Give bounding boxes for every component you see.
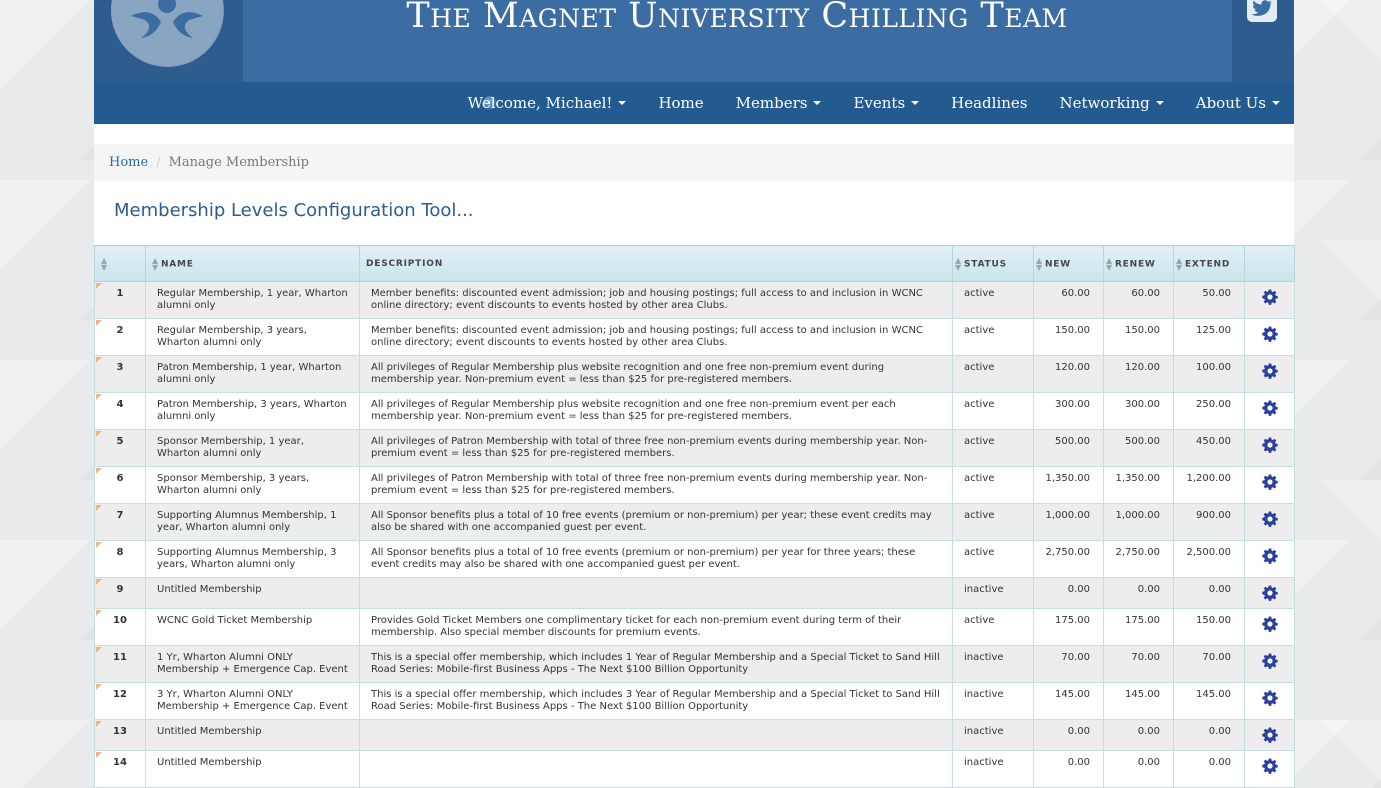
price-new: 120.00 [1034, 356, 1104, 393]
membership-description: All privileges of Patron Membership with total of three free non-premium events during membership year. Non-premium event = less than $25 for pre-registered members. [360, 430, 953, 467]
membership-status: inactive [953, 578, 1034, 609]
membership-name: Patron Membership, 3 years, Wharton alumni only [146, 393, 360, 430]
site-title: The Magnet University Chilling Team [406, 0, 1068, 36]
membership-name: Untitled Membership [146, 720, 360, 751]
membership-description: Member benefits: discounted event admission; job and housing postings; full access to and inclusion in WCNC online directory; event discounts to events hosted by other area Clubs. [360, 282, 953, 319]
main-panel [94, 124, 1294, 768]
column-header-renew-label: RENEW [1114, 259, 1156, 269]
price-extend: 1,200.00 [1174, 467, 1245, 504]
table-row [95, 504, 1295, 541]
membership-description: Provides Gold Ticket Members one complimentary ticket for each non-premium event during term of their membership. Also special member discounts for premium events. [360, 609, 953, 646]
membership-status: active [953, 541, 1034, 578]
gear-icon[interactable] [1262, 616, 1278, 632]
column-header-new[interactable] [1034, 246, 1104, 282]
table-row [95, 430, 1295, 467]
site-header [94, 0, 1294, 82]
membership-name: WCNC Gold Ticket Membership [146, 609, 360, 646]
gear-icon[interactable] [1262, 585, 1278, 601]
price-renew: 150.00 [1104, 319, 1174, 356]
price-extend: 145.00 [1174, 683, 1245, 720]
nav-members[interactable] [736, 94, 822, 112]
membership-status: active [953, 393, 1034, 430]
chevron-down-icon [813, 101, 821, 105]
price-renew: 120.00 [1104, 356, 1174, 393]
table-row [95, 393, 1295, 430]
price-renew: 145.00 [1104, 683, 1174, 720]
row-actions [1245, 646, 1295, 683]
gear-icon[interactable] [1262, 326, 1278, 342]
main-nav [94, 82, 1294, 124]
gear-icon[interactable] [1262, 548, 1278, 564]
membership-status: active [953, 504, 1034, 541]
membership-name: 1 Yr, Wharton Alumni ONLY Membership + Emergence Cap. Event [146, 646, 360, 683]
gear-icon[interactable] [1262, 727, 1278, 743]
price-new: 150.00 [1034, 319, 1104, 356]
gear-icon[interactable] [1262, 690, 1278, 706]
membership-name: Sponsor Membership, 3 years, Wharton alumni only [146, 467, 360, 504]
table-row [95, 356, 1295, 393]
membership-description: All privileges of Regular Membership plus website recognition and one free non-premium event per each membership year. Non-premium event = less than $25 for pre-registered members. [360, 393, 953, 430]
chevron-down-icon [618, 101, 626, 105]
breadcrumb [94, 144, 1294, 181]
gear-icon[interactable] [1262, 289, 1278, 305]
column-header-renew[interactable] [1104, 246, 1174, 282]
price-extend: 0.00 [1174, 751, 1245, 788]
price-new: 0.00 [1034, 578, 1104, 609]
price-extend: 70.00 [1174, 646, 1245, 683]
table-row [95, 282, 1295, 319]
membership-description: Member benefits: discounted event admission; job and housing postings; full access to and inclusion in WCNC online directory; event discounts to events hosted by other area Clubs. [360, 319, 953, 356]
membership-description: All Sponsor benefits plus a total of 10 free events (premium or non-premium) per year for three years; these event credits may also be shared with one accompanied guest per event. [360, 541, 953, 578]
chevron-down-icon [1272, 101, 1280, 105]
row-actions [1245, 578, 1295, 609]
gear-icon[interactable] [1262, 474, 1278, 490]
membership-description [360, 720, 953, 751]
price-renew: 2,750.00 [1104, 541, 1174, 578]
sort-icon: ▲ ▼ [152, 255, 159, 272]
nav-members-label: Members [735, 94, 808, 112]
nav-events[interactable] [853, 94, 919, 112]
nav-welcome-label: Welcome, Michael! [467, 94, 613, 112]
price-renew: 60.00 [1104, 282, 1174, 319]
price-renew: 500.00 [1104, 430, 1174, 467]
price-new: 175.00 [1034, 609, 1104, 646]
gear-icon[interactable] [1262, 511, 1278, 527]
table-body [95, 282, 1295, 788]
price-extend: 100.00 [1174, 356, 1245, 393]
row-number: 6 [95, 467, 146, 504]
row-number: 10 [95, 609, 146, 646]
table-row [95, 646, 1295, 683]
membership-name: Patron Membership, 1 year, Wharton alumni only [146, 356, 360, 393]
price-renew: 70.00 [1104, 646, 1174, 683]
price-new: 0.00 [1034, 751, 1104, 788]
price-new: 0.00 [1034, 720, 1104, 751]
nav-headlines-label: Headlines [951, 94, 1028, 112]
table-row [95, 609, 1295, 646]
row-actions [1245, 609, 1295, 646]
membership-description: All privileges of Patron Membership with total of three free non-premium events during membership year. Non-premium event = less than $25 for pre-registered members. [360, 467, 953, 504]
membership-name: Untitled Membership [146, 751, 360, 788]
nav-home-label: Home [658, 94, 704, 112]
membership-description [360, 751, 953, 788]
row-number: 9 [95, 578, 146, 609]
membership-status: inactive [953, 683, 1034, 720]
row-actions [1245, 751, 1295, 788]
membership-description: All Sponsor benefits plus a total of 10 free events (premium or non-premium) per year; these event credits may also be shared with one accompanied guest per event. [360, 504, 953, 541]
price-new: 300.00 [1034, 393, 1104, 430]
row-actions [1245, 319, 1295, 356]
price-extend: 2,500.00 [1174, 541, 1245, 578]
table-row [95, 541, 1295, 578]
nav-networking[interactable] [1060, 94, 1164, 112]
membership-status: inactive [953, 720, 1034, 751]
column-header-actions [1245, 246, 1295, 282]
gear-icon[interactable] [1262, 400, 1278, 416]
table-row [95, 683, 1295, 720]
table-row [95, 578, 1295, 609]
column-header-description-label: DESCRIPTION [366, 258, 444, 269]
row-number: 11 [95, 646, 146, 683]
membership-name: Regular Membership, 1 year, Wharton alumni only [146, 282, 360, 319]
column-header-index[interactable] [95, 246, 146, 282]
row-number: 1 [95, 282, 146, 319]
twitter-link[interactable] [1232, 0, 1294, 82]
nav-networking-label: Networking [1059, 94, 1150, 112]
price-new: 2,750.00 [1034, 541, 1104, 578]
column-header-description [360, 246, 953, 282]
membership-status: active [953, 319, 1034, 356]
price-extend: 125.00 [1174, 319, 1245, 356]
price-new: 145.00 [1034, 683, 1104, 720]
sort-icon: ▲ ▼ [1176, 255, 1183, 272]
membership-name: Supporting Alumnus Membership, 3 years, Wharton alumni only [146, 541, 360, 578]
price-extend: 50.00 [1174, 282, 1245, 319]
price-extend: 450.00 [1174, 430, 1245, 467]
logo-icon [111, 0, 224, 67]
table-row [95, 319, 1295, 356]
column-header-extend-label: EXTEND [1184, 259, 1231, 269]
row-number: 5 [95, 430, 146, 467]
row-actions [1245, 720, 1295, 751]
row-actions [1245, 467, 1295, 504]
page-title: Membership Levels Configuration Tool... [114, 200, 474, 221]
row-actions [1245, 282, 1295, 319]
nav-headlines[interactable] [951, 94, 1027, 112]
membership-description: This is a special offer membership, which includes 3 Year of Regular Membership and a Special Ticket to Sand Hill Road Series: Mobile-first Business Apps - The Next $100 Billion Opportunity [360, 683, 953, 720]
membership-name: Regular Membership, 3 years, Wharton alumni only [146, 319, 360, 356]
price-extend: 0.00 [1174, 720, 1245, 751]
nav-items [436, 82, 1280, 124]
price-renew: 1,350.00 [1104, 467, 1174, 504]
column-header-new-label: NEW [1044, 259, 1071, 269]
price-renew: 175.00 [1104, 609, 1174, 646]
price-renew: 0.00 [1104, 751, 1174, 788]
row-number: 3 [95, 356, 146, 393]
chevron-down-icon [911, 101, 919, 105]
row-number: 8 [95, 541, 146, 578]
gear-icon[interactable] [1262, 437, 1278, 453]
column-header-name[interactable] [146, 246, 360, 282]
price-new: 1,350.00 [1034, 467, 1104, 504]
nav-home[interactable] [658, 94, 703, 112]
column-header-name-label: NAME [160, 259, 194, 269]
row-actions [1245, 683, 1295, 720]
breadcrumb-home-link[interactable]: Home [109, 155, 149, 170]
sort-icon: ▲ ▼ [955, 255, 962, 272]
price-renew: 0.00 [1104, 720, 1174, 751]
price-renew: 1,000.00 [1104, 504, 1174, 541]
row-actions [1245, 504, 1295, 541]
membership-name: Supporting Alumnus Membership, 1 year, Wharton alumni only [146, 504, 360, 541]
table-row [95, 720, 1295, 751]
membership-description: All privileges of Regular Membership plus website recognition and one free non-premium event during membership year. Non-premium event = less than $25 for pre-registered members. [360, 356, 953, 393]
membership-name: 3 Yr, Wharton Alumni ONLY Membership + Emergence Cap. Event [146, 683, 360, 720]
row-actions [1245, 356, 1295, 393]
price-new: 60.00 [1034, 282, 1104, 319]
membership-description [360, 578, 953, 609]
row-actions [1245, 430, 1295, 467]
row-actions [1245, 393, 1295, 430]
nav-events-label: Events [853, 94, 906, 112]
table-header-row [95, 246, 1295, 282]
gear-icon[interactable] [1262, 758, 1278, 774]
price-extend: 900.00 [1174, 504, 1245, 541]
column-header-extend[interactable] [1174, 246, 1245, 282]
nav-about-label: About Us [1195, 94, 1266, 112]
membership-status: active [953, 609, 1034, 646]
price-extend: 250.00 [1174, 393, 1245, 430]
logo[interactable] [94, 0, 243, 82]
row-number: 14 [95, 751, 146, 788]
page-container [94, 0, 1294, 768]
sort-icon: ▲ ▼ [1106, 255, 1113, 272]
price-new: 1,000.00 [1034, 504, 1104, 541]
column-header-status[interactable] [953, 246, 1034, 282]
breadcrumb-current: Manage Membership [168, 155, 309, 170]
membership-status: active [953, 356, 1034, 393]
price-new: 500.00 [1034, 430, 1104, 467]
price-renew: 0.00 [1104, 578, 1174, 609]
row-number: 12 [95, 683, 146, 720]
membership-description: This is a special offer membership, which includes 1 Year of Regular Membership and a Special Ticket to Sand Hill Road Series: Mobile-first Business Apps - The Next $100 Billion Opportunity [360, 646, 953, 683]
membership-status: inactive [953, 751, 1034, 788]
membership-status: active [953, 430, 1034, 467]
gear-icon[interactable] [1262, 653, 1278, 669]
row-number: 2 [95, 319, 146, 356]
nav-about-us[interactable] [1196, 94, 1280, 112]
price-renew: 300.00 [1104, 393, 1174, 430]
breadcrumb-separator: / [156, 155, 161, 170]
table-row [95, 467, 1295, 504]
sort-icon: ▲ ▼ [101, 255, 108, 272]
column-header-status-label: STATUS [963, 259, 1007, 269]
membership-levels-table [94, 245, 1295, 788]
membership-name: Untitled Membership [146, 578, 360, 609]
row-number: 7 [95, 504, 146, 541]
row-number: 13 [95, 720, 146, 751]
membership-status: active [953, 282, 1034, 319]
row-actions [1245, 541, 1295, 578]
nav-welcome-menu[interactable] [468, 94, 627, 112]
membership-status: inactive [953, 646, 1034, 683]
row-number: 4 [95, 393, 146, 430]
price-extend: 0.00 [1174, 578, 1245, 609]
membership-name: Sponsor Membership, 1 year, Wharton alumni only [146, 430, 360, 467]
membership-status: active [953, 467, 1034, 504]
price-new: 70.00 [1034, 646, 1104, 683]
table-row [95, 751, 1295, 788]
twitter-icon [1247, 0, 1277, 22]
chevron-down-icon [1156, 101, 1164, 105]
price-extend: 150.00 [1174, 609, 1245, 646]
sort-icon: ▲ ▼ [1036, 255, 1043, 272]
gear-icon[interactable] [1262, 363, 1278, 379]
